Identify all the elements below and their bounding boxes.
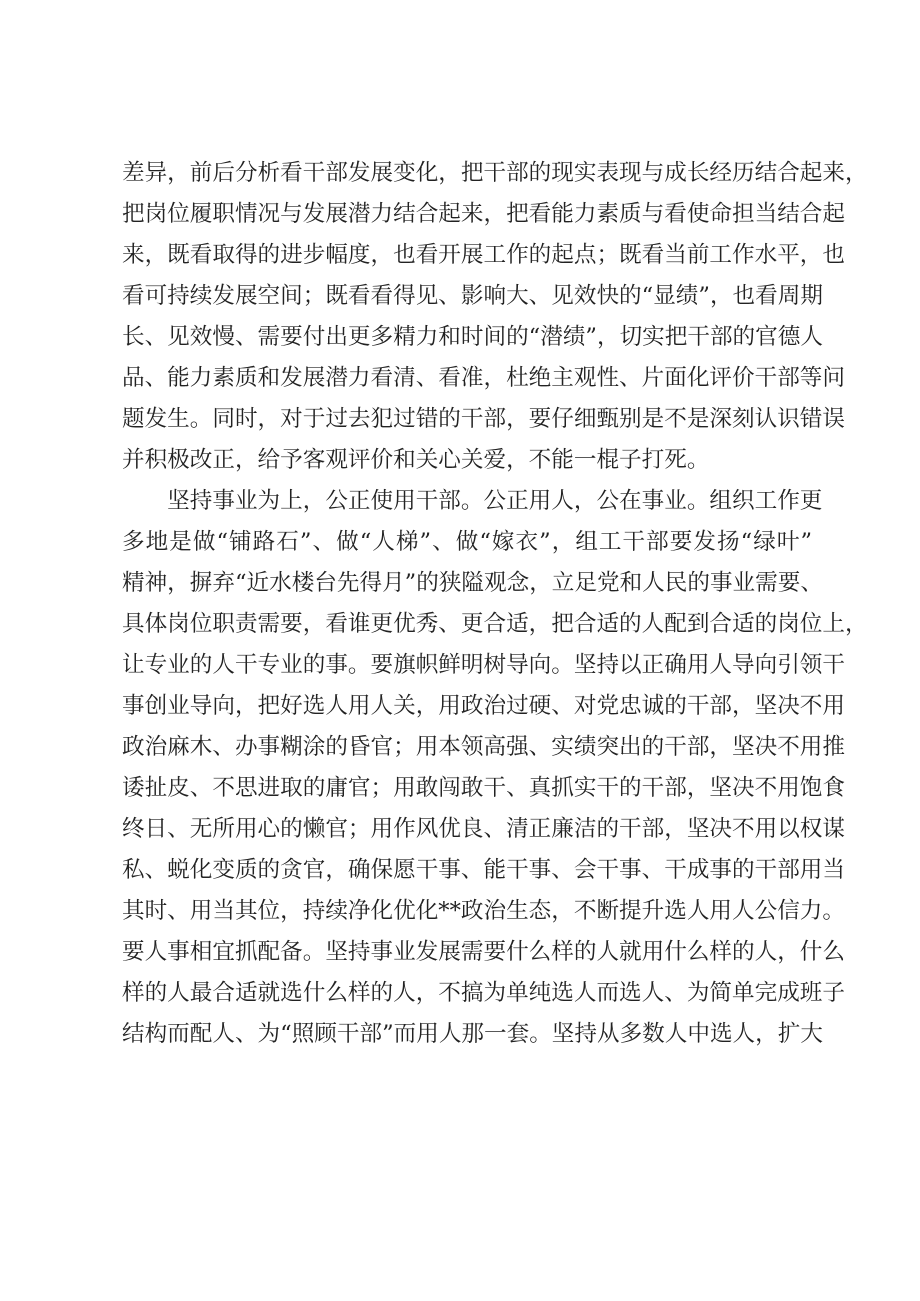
text-line: 终日、无所用心的懒官；用作风优良、清正廉洁的干部，坚决不用以权谋 (122, 816, 845, 842)
text-line: 具体岗位职责需要，看谁更优秀、更合适，把合适的人配到合适的岗位上， (122, 611, 868, 637)
text-line: 品、能力素质和发展潜力看清、看准，杜绝主观性、片面化评价干部等问 (122, 365, 845, 391)
text-line: 题发生。同时，对于过去犯过错的干部，要仔细甄别是不是深刻认识错误 (122, 406, 845, 432)
text-line: 看可持续发展空间；既看看得见、影响大、见效快的“显绩”，也看周期 (122, 283, 823, 309)
text-line: 让专业的人干专业的事。要旗帜鲜明树导向。坚持以正确用人导向引领干 (122, 652, 845, 678)
text-line: 多地是做“铺路石”、做“人梯”、做“嫁衣”，组工干部要发扬“绿叶” (122, 529, 812, 555)
paragraph-end-line: 并积极改正，给予客观评价和关心关爱，不能一棍子打死。 (122, 447, 710, 473)
text-line: 事创业导向，把好选人用人关，用政治过硬、对党忠诚的干部，坚决不用 (122, 693, 845, 719)
text-line: 结构而配人、为“照顾干部”而用人那一套。坚持从多数人中选人，扩大 (122, 1021, 823, 1047)
text-line: 来，既看取得的进步幅度，也看开展工作的起点；既看当前工作水平，也 (122, 242, 845, 268)
text-line: 其时、用当其位，持续净化优化**政治生态，不断提升选人用人公信力。 (122, 898, 845, 924)
text-line: 精神，摒弃“近水楼台先得月”的狭隘观念，立足党和人民的事业需要、 (122, 570, 823, 596)
text-line: 要人事相宜抓配备。坚持事业发展需要什么样的人就用什么样的人，什么 (122, 939, 845, 965)
text-line: 诿扯皮、不思进取的庸官；用敢闯敢干、真抓实干的干部，坚决不用饱食 (122, 775, 845, 801)
text-line: 样的人最合适就选什么样的人，不搞为单纯选人而选人、为简单完成班子 (122, 980, 845, 1006)
text-line: 差异，前后分析看干部发展变化，把干部的现实表现与成长经历结合起来， (122, 160, 868, 186)
paragraph-start-line: 坚持事业为上，公正使用干部。公正用人，公在事业。组织工作更 (122, 488, 823, 514)
text-line: 私、蜕化变质的贪官，确保愿干事、能干事、会干事、干成事的干部用当 (122, 857, 845, 883)
text-line: 政治麻木、办事糊涂的昏官；用本领高强、实绩突出的干部，坚决不用推 (122, 734, 845, 760)
text-line: 长、见效慢、需要付出更多精力和时间的“潜绩”，切实把干部的官德人 (122, 324, 823, 350)
body-text (122, 153, 868, 1055)
text-line: 把岗位履职情况与发展潜力结合起来，把看能力素质与看使命担当结合起 (122, 201, 845, 227)
